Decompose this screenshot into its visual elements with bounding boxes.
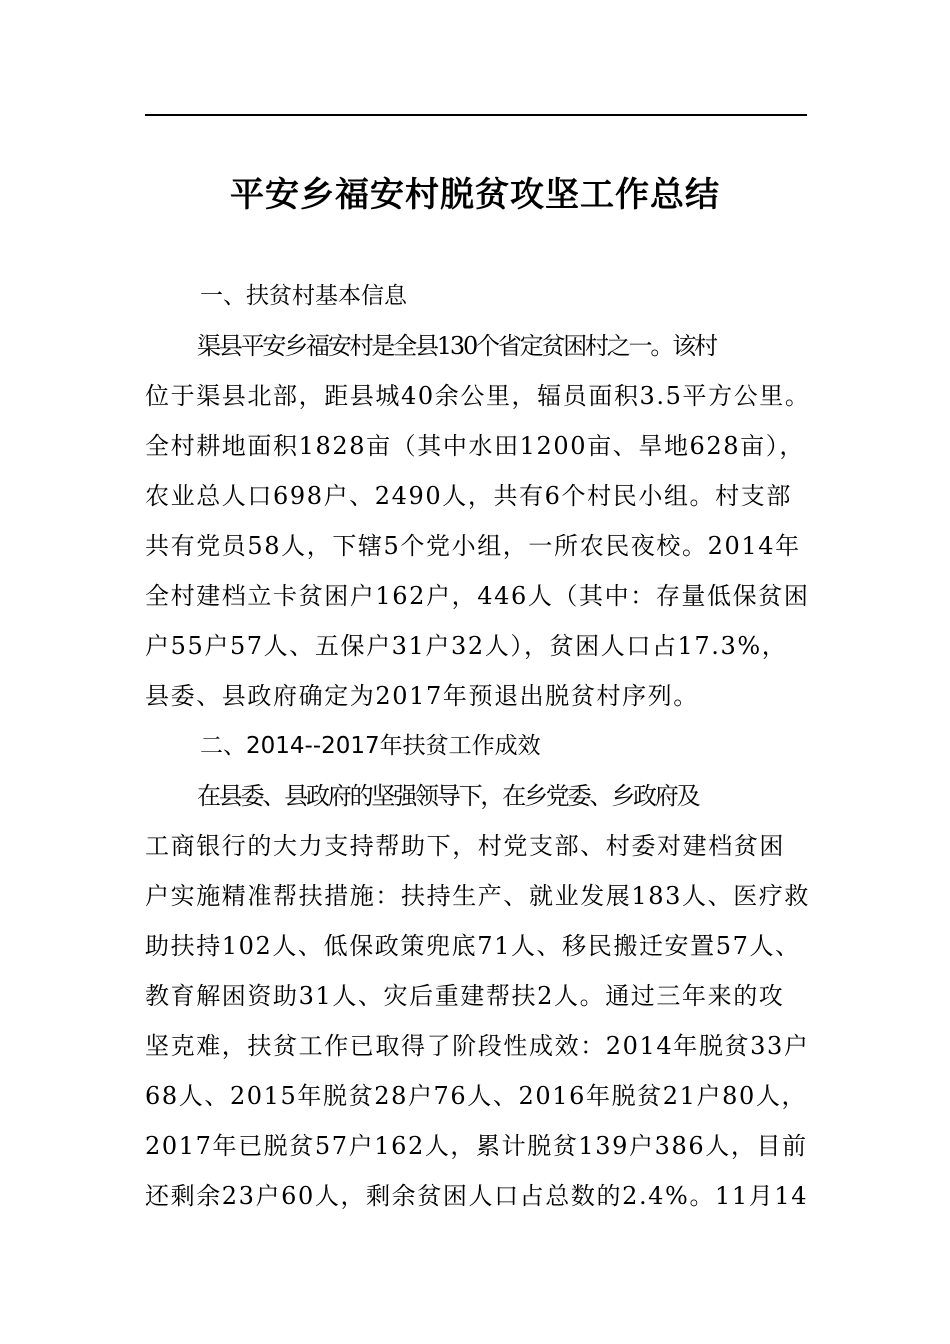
header-rule	[145, 114, 807, 116]
paragraph-line: 在县委、县政府的坚强领导下，在乡党委、乡政府及	[197, 782, 699, 810]
paragraph-line: 渠县平安乡福安村是全县130个省定贫困村之一。该村	[197, 332, 716, 360]
paragraph-line: 还剩余23户60人，剩余贫困人口占总数的2.4%。11月14	[145, 1182, 809, 1210]
paragraph-line: 全村建档立卡贫困户162户，446人（其中：存量低保贫困	[145, 582, 810, 610]
paragraph-line: 农业总人口698户、2490人，共有6个村民小组。村支部	[145, 482, 792, 510]
document-title: 平安乡福安村脱贫攻坚工作总结	[230, 175, 720, 215]
paragraph-line: 户55户57人、五保户31户32人），贫困人口占17.3%，	[145, 632, 788, 660]
paragraph-line: 教育解困资助31人、灾后重建帮扶2人。通过三年来的攻	[145, 982, 785, 1010]
section-heading-results: 二、2014--2017年扶贫工作成效	[200, 733, 541, 759]
paragraph-line: 2017年已脱贫57户162人，累计脱贫139户386人，目前	[145, 1132, 808, 1160]
paragraph-line: 共有党员58人，下辖5个党小组，一所农民夜校。2014年	[145, 532, 801, 560]
paragraph-line: 68人、2015年脱贫28户76人、2016年脱贫21户80人，	[145, 1082, 808, 1110]
paragraph-line: 坚克难，扶贫工作已取得了阶段性成效：2014年脱贫33户	[145, 1032, 810, 1060]
section-heading-basic-info: 一、扶贫村基本信息	[200, 283, 407, 309]
paragraph-line: 县委、县政府确定为2017年预退出脱贫村序列。	[145, 682, 699, 710]
paragraph-line: 全村耕地面积1828亩（其中水田1200亩、旱地628亩），	[145, 432, 805, 460]
paragraph-line: 工商银行的大力支持帮助下，村党支部、村委对建档贫困	[145, 832, 785, 860]
paragraph-line: 位于渠县北部，距县城40余公里，辐员面积3.5平方公里。	[145, 382, 811, 410]
paragraph-line: 助扶持102人、低保政策兜底71人、移民搬迁安置57人、	[145, 932, 801, 960]
paragraph-line: 户实施精准帮扶措施：扶持生产、就业发展183人、医疗救	[145, 882, 811, 910]
